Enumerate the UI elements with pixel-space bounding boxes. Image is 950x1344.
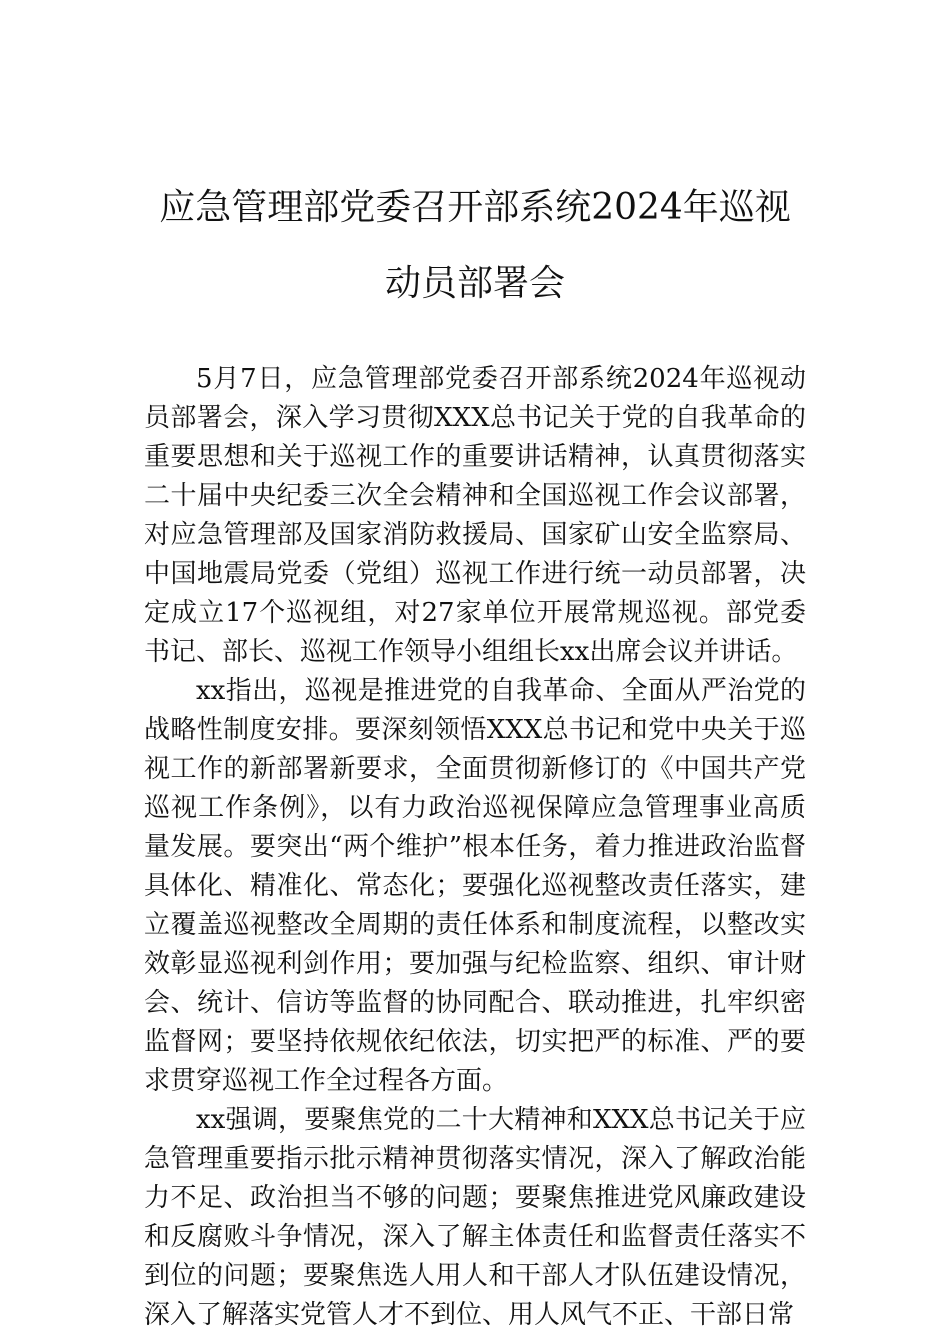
paragraph: 5月7日，应急管理部党委召开部系统2024年巡视动员部署会，深入学习贯彻XXX总书记关于党的自我革命的重要思想和关于巡视工作的重要讲话精神，认真贯彻落实二十届中央纪委三次全会精神和全国巡视工作会议部署，对应急管理部及国家消防救援局、国家矿山安全监察局、中国地震局党委（党组）巡视工作进行统一动员部署，决定成立17个巡视组，对27家单位开展常规巡视。部党委书记、部长、巡视工作领导小组组长xx出席会议并讲话。 xyxy=(144,364,806,667)
paragraph: xx指出，巡视是推进党的自我革命、全面从严治党的战略性制度安排。要深刻领悟XXX总书记和党中央关于巡视工作的新部署新要求，全面贯彻新修订的《中国共产党巡视工作条例》，以有力政治巡视保障应急管理事业高质量发展。要突出“两个维护”根本任务，着力推进政治监督具体化、精准化、常态化；要强化巡视整改责任落实，建立覆盖巡视整改全周期的责任体系和制度流程，以整改实效彰显巡视利剑作用；要加强与纪检监察、组织、审计财会、统计、信访等监督的协同配合、联动推进，扎牢织密监督网；要坚持依规依纪依法，切实把严的标准、严的要求贯穿巡视工作全过程各方面。 xyxy=(144,676,806,1096)
document-body xyxy=(144,360,806,1335)
paragraph: xx强调，要聚焦党的二十大精神和XXX总书记关于应急管理重要指示批示精神贯彻落实情况，深入了解政治能力不足、政治担当不够的问题；要聚焦推进党风廉政建设和反腐败斗争情况，深入了解主体责任和监督责任落实不到位的问题；要聚焦选人用人和干部人才队伍建设情况，深入了解落实党管人才不到位、用人风气不正、干部日常 xyxy=(144,1105,806,1330)
document-title: 应急管理部党委召开部系统2024年巡视动员部署会 xyxy=(159,187,791,304)
